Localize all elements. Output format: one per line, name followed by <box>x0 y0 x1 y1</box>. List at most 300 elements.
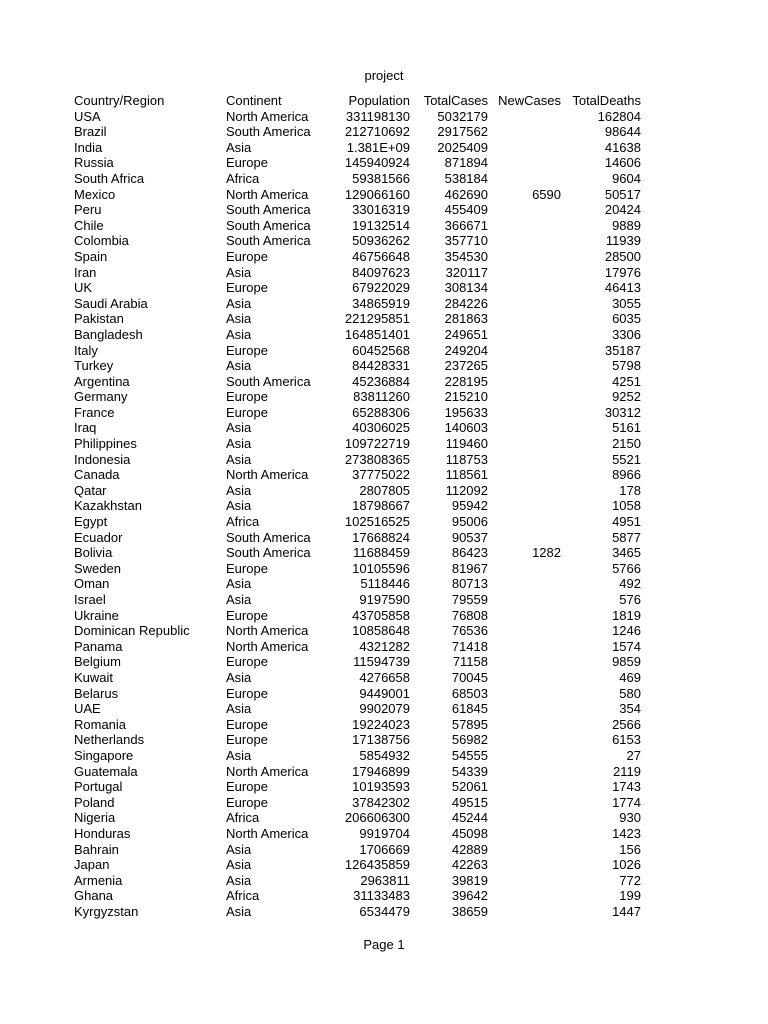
cell-total-deaths: 576 <box>619 592 641 607</box>
cell-total-cases: 118561 <box>445 467 488 483</box>
table-row <box>74 420 641 436</box>
cell-country: Romania <box>74 716 127 732</box>
cell-country: France <box>74 404 115 420</box>
cell-continent: South America <box>226 124 311 140</box>
cell-new-cases <box>488 701 561 717</box>
table-row <box>74 686 641 702</box>
cell-total-deaths: 1423 <box>612 825 641 841</box>
cell-continent: South America <box>226 202 311 218</box>
table-row <box>74 764 641 780</box>
cell-population: 1.381E+09 <box>346 139 410 155</box>
cell-total-cases: 320117 <box>445 264 488 280</box>
cell-country: Guatemala <box>74 763 138 779</box>
cell-population: 9902079 <box>359 701 410 717</box>
cell-total-deaths: 1574 <box>612 638 641 654</box>
cell-population: 4321282 <box>359 638 410 654</box>
cell-population: 31133483 <box>353 888 410 904</box>
cell-continent: Europe <box>226 280 268 296</box>
cell-new-cases: 6590 <box>532 186 561 202</box>
cell-population: 59381566 <box>352 170 410 186</box>
cell-total-cases: 45244 <box>451 810 488 826</box>
table-row <box>74 374 641 390</box>
cell-total-cases: 249204 <box>444 342 488 358</box>
cell-new-cases <box>488 857 561 873</box>
cell-total-deaths: 1743 <box>612 779 641 795</box>
cell-population: 9197590 <box>359 592 410 607</box>
cell-continent: Asia <box>226 451 252 467</box>
cell-new-cases <box>488 670 561 686</box>
cell-population: 45236884 <box>352 373 410 389</box>
cell-new-cases <box>488 686 561 702</box>
cell-country: India <box>74 139 103 155</box>
cell-population: 6534479 <box>359 903 410 919</box>
table-row <box>74 265 641 281</box>
table-row <box>74 109 641 125</box>
cell-new-cases <box>488 576 561 592</box>
cell-total-deaths: 5877 <box>612 529 641 545</box>
cell-population: 212710692 <box>344 124 410 140</box>
table-row <box>74 795 641 811</box>
cell-new-cases <box>488 904 561 920</box>
cell-continent: Europe <box>226 685 268 701</box>
cell-total-deaths: 20424 <box>604 202 641 218</box>
cell-continent: North America <box>226 825 309 841</box>
cell-total-cases: 871894 <box>444 155 488 171</box>
cell-continent: Asia <box>226 669 252 685</box>
cell-country: Turkey <box>74 358 114 374</box>
cell-total-deaths: 2119 <box>613 763 641 779</box>
cell-total-deaths: 469 <box>619 669 641 685</box>
cell-country: Nigeria <box>74 810 116 826</box>
cell-total-deaths: 1774 <box>612 794 641 810</box>
cell-new-cases <box>488 623 561 639</box>
cell-population: 46756648 <box>352 248 410 264</box>
cell-new-cases <box>488 358 561 374</box>
cell-new-cases <box>488 498 561 514</box>
cell-total-deaths: 9252 <box>612 389 641 405</box>
cell-population: 83811260 <box>353 389 410 405</box>
cell-total-cases: 357710 <box>444 233 488 249</box>
cell-population: 17946899 <box>352 763 410 779</box>
cell-total-cases: 71158 <box>452 654 488 670</box>
cell-total-deaths: 199 <box>619 888 641 904</box>
cell-country: Poland <box>74 794 115 810</box>
table-row <box>74 233 641 249</box>
column-header-country: Country/Region <box>74 93 165 108</box>
cell-continent: South America <box>226 545 311 561</box>
cell-new-cases <box>488 405 561 421</box>
cell-country: Egypt <box>74 514 108 530</box>
cell-country: Canada <box>74 467 120 483</box>
cell-country: Dominican Republic <box>74 623 190 639</box>
cell-continent: South America <box>226 529 311 545</box>
cell-total-deaths: 9889 <box>612 217 641 233</box>
cell-new-cases <box>488 202 561 218</box>
cell-new-cases <box>488 795 561 811</box>
data-table <box>74 93 641 919</box>
cell-population: 2963811 <box>360 872 410 888</box>
cell-continent: Europe <box>226 794 268 810</box>
page-number: Page 1 <box>363 937 405 952</box>
table-row <box>74 483 641 499</box>
table-row <box>74 748 641 764</box>
table-row <box>74 670 641 686</box>
table-row <box>74 311 641 327</box>
table-row <box>74 654 641 670</box>
cell-new-cases <box>488 343 561 359</box>
cell-total-cases: 249651 <box>444 326 488 342</box>
cell-total-cases: 455409 <box>444 202 488 218</box>
cell-new-cases <box>488 436 561 452</box>
cell-country: Germany <box>74 389 128 405</box>
cell-country: Colombia <box>74 233 129 249</box>
cell-country: Belarus <box>74 685 119 701</box>
table-row <box>74 779 641 795</box>
cell-total-cases: 38659 <box>451 903 488 919</box>
table-row <box>74 701 641 717</box>
table-row <box>74 140 641 156</box>
cell-population: 10858648 <box>352 623 410 639</box>
cell-country: Peru <box>74 202 102 218</box>
cell-population: 67922029 <box>352 280 410 296</box>
cell-country: Japan <box>74 857 110 873</box>
table-row <box>74 124 641 140</box>
cell-total-cases: 2917562 <box>437 124 488 140</box>
cell-total-deaths: 1026 <box>612 857 641 873</box>
cell-total-cases: 71418 <box>451 638 488 654</box>
cell-total-cases: 119460 <box>445 436 488 452</box>
cell-new-cases <box>488 374 561 390</box>
cell-country: Netherlands <box>74 732 145 748</box>
cell-continent: Europe <box>226 654 268 670</box>
cell-continent: South America <box>226 373 311 389</box>
cell-continent: North America <box>226 763 309 779</box>
cell-country: Bangladesh <box>74 326 143 342</box>
cell-country: Russia <box>74 155 114 171</box>
cell-population: 109722719 <box>344 436 410 452</box>
cell-total-deaths: 6153 <box>612 732 641 748</box>
cell-new-cases <box>488 327 561 343</box>
cell-new-cases <box>488 842 561 858</box>
cell-continent: North America <box>226 638 309 654</box>
cell-total-deaths: 354 <box>619 701 641 717</box>
cell-continent: Europe <box>226 607 268 623</box>
cell-country: Portugal <box>74 779 123 795</box>
table-row <box>74 576 641 592</box>
table-row <box>74 888 641 904</box>
cell-total-cases: 215210 <box>444 389 488 405</box>
cell-new-cases <box>488 732 561 748</box>
cell-continent: Europe <box>226 732 268 748</box>
cell-new-cases <box>488 311 561 327</box>
column-header-new-cases: NewCases <box>498 93 561 108</box>
cell-population: 37775022 <box>352 467 410 483</box>
cell-new-cases <box>488 654 561 670</box>
cell-population: 273808365 <box>344 451 410 467</box>
cell-continent: Europe <box>226 716 268 732</box>
table-row <box>74 842 641 858</box>
cell-new-cases <box>488 888 561 904</box>
cell-total-cases: 281863 <box>444 311 488 327</box>
cell-new-cases <box>488 420 561 436</box>
cell-country: Ghana <box>74 888 114 904</box>
cell-population: 11594739 <box>353 654 410 670</box>
table-row <box>74 545 641 561</box>
cell-country: UK <box>74 280 93 296</box>
table-row <box>74 467 641 483</box>
cell-population: 4276658 <box>359 669 410 685</box>
cell-total-cases: 49515 <box>451 794 488 810</box>
cell-country: Spain <box>74 248 108 264</box>
cell-total-deaths: 580 <box>619 685 641 701</box>
cell-country: Saudi Arabia <box>74 295 148 311</box>
cell-total-deaths: 14606 <box>604 155 641 171</box>
cell-continent: Africa <box>226 514 260 530</box>
cell-continent: Europe <box>226 389 268 405</box>
cell-country: Iran <box>74 264 97 280</box>
cell-new-cases <box>488 810 561 826</box>
cell-population: 18798667 <box>352 498 410 514</box>
cell-total-deaths: 1447 <box>612 903 641 919</box>
cell-total-deaths: 27 <box>626 747 641 763</box>
cell-total-deaths: 98644 <box>604 124 641 140</box>
cell-total-deaths: 28500 <box>604 248 641 264</box>
table-row <box>74 452 641 468</box>
table-row <box>74 623 641 639</box>
cell-continent: Asia <box>226 436 252 452</box>
cell-population: 1706669 <box>359 841 410 857</box>
cell-continent: North America <box>226 108 309 124</box>
cell-population: 33016319 <box>352 202 410 218</box>
cell-total-deaths: 162804 <box>597 108 641 124</box>
table-row <box>74 249 641 265</box>
cell-new-cases <box>488 124 561 140</box>
cell-country: Italy <box>74 342 98 358</box>
cell-new-cases <box>488 514 561 530</box>
cell-population: 17668824 <box>352 529 410 545</box>
cell-total-cases: 61845 <box>451 701 488 717</box>
cell-total-deaths: 5798 <box>612 358 641 374</box>
cell-total-cases: 76536 <box>451 623 488 639</box>
table-row <box>74 358 641 374</box>
cell-continent: Europe <box>226 155 268 171</box>
cell-population: 19132514 <box>352 217 410 233</box>
cell-population: 11688459 <box>353 545 410 561</box>
cell-population: 10105596 <box>352 560 410 576</box>
cell-new-cases <box>488 249 561 265</box>
cell-continent: Africa <box>226 888 260 904</box>
cell-total-cases: 52061 <box>451 779 488 795</box>
cell-population: 331198130 <box>345 108 410 124</box>
cell-new-cases <box>488 233 561 249</box>
cell-total-deaths: 156 <box>619 841 641 857</box>
cell-new-cases <box>488 608 561 624</box>
cell-total-cases: 284226 <box>444 295 488 311</box>
cell-total-cases: 39642 <box>451 888 488 904</box>
cell-total-deaths: 9859 <box>612 654 641 670</box>
cell-total-cases: 118753 <box>445 451 488 467</box>
cell-population: 206606300 <box>344 810 410 826</box>
cell-country: Chile <box>74 217 104 233</box>
cell-continent: Europe <box>226 248 268 264</box>
cell-country: Indonesia <box>74 451 131 467</box>
cell-continent: Africa <box>226 170 260 186</box>
cell-total-deaths: 3055 <box>612 295 641 311</box>
cell-total-cases: 228195 <box>444 373 488 389</box>
cell-population: 84428331 <box>352 358 410 374</box>
cell-total-cases: 538184 <box>444 170 488 186</box>
cell-total-deaths: 772 <box>619 872 641 888</box>
cell-continent: Africa <box>226 810 260 826</box>
cell-total-deaths: 2150 <box>612 436 641 452</box>
cell-new-cases <box>488 140 561 156</box>
table-row <box>74 717 641 733</box>
cell-continent: Asia <box>226 592 252 607</box>
cell-total-cases: 2025409 <box>437 139 488 155</box>
table-row <box>74 904 641 920</box>
cell-new-cases <box>488 171 561 187</box>
table-row <box>74 514 641 530</box>
cell-country: Belgium <box>74 654 121 670</box>
table-row <box>74 561 641 577</box>
table-row <box>74 389 641 405</box>
cell-country: Mexico <box>74 186 116 202</box>
cell-continent: Asia <box>226 139 252 155</box>
table-row <box>74 436 641 452</box>
cell-country: South Africa <box>74 170 145 186</box>
cell-total-deaths: 8966 <box>612 467 641 483</box>
cell-total-deaths: 35187 <box>604 342 641 358</box>
cell-population: 2807805 <box>359 482 410 498</box>
cell-total-deaths: 3465 <box>612 545 641 561</box>
cell-country: Kyrgyzstan <box>74 903 139 919</box>
cell-total-cases: 366671 <box>444 217 488 233</box>
cell-total-cases: 95942 <box>451 498 488 514</box>
cell-population: 129066160 <box>344 186 410 202</box>
cell-new-cases <box>488 639 561 655</box>
cell-country: Panama <box>74 638 123 654</box>
page-title: project <box>364 68 404 83</box>
cell-new-cases <box>488 452 561 468</box>
table-body <box>74 109 641 920</box>
cell-continent: Asia <box>226 311 252 327</box>
cell-continent: Europe <box>226 560 268 576</box>
cell-total-deaths: 41638 <box>604 139 641 155</box>
cell-total-deaths: 11939 <box>605 233 641 249</box>
cell-continent: Asia <box>226 903 252 919</box>
cell-total-deaths: 1819 <box>612 607 641 623</box>
table-row <box>74 280 641 296</box>
cell-population: 9919704 <box>359 825 410 841</box>
cell-population: 164851401 <box>344 326 410 342</box>
cell-total-deaths: 178 <box>619 482 641 498</box>
cell-new-cases <box>488 218 561 234</box>
cell-total-cases: 54555 <box>451 747 488 763</box>
cell-total-cases: 112092 <box>445 482 488 498</box>
table-row <box>74 155 641 171</box>
cell-country: Sweden <box>74 560 121 576</box>
cell-new-cases <box>488 826 561 842</box>
cell-total-cases: 90537 <box>451 529 488 545</box>
table-header-row <box>74 93 641 109</box>
cell-continent: Asia <box>226 264 252 280</box>
cell-continent: North America <box>226 623 309 639</box>
cell-total-deaths: 5161 <box>612 420 641 436</box>
table-row <box>74 187 641 203</box>
cell-continent: Asia <box>226 420 252 436</box>
cell-total-deaths: 50517 <box>604 186 641 202</box>
cell-continent: South America <box>226 233 311 249</box>
table-row <box>74 639 641 655</box>
table-row <box>74 296 641 312</box>
cell-total-cases: 462690 <box>444 186 488 202</box>
cell-continent: Europe <box>226 342 268 358</box>
cell-population: 19224023 <box>352 716 410 732</box>
cell-total-cases: 39819 <box>451 872 488 888</box>
column-header-population: Population <box>348 93 410 108</box>
cell-total-cases: 68503 <box>451 685 488 701</box>
cell-country: Oman <box>74 576 110 592</box>
cell-new-cases <box>488 296 561 312</box>
cell-continent: Asia <box>226 358 252 374</box>
cell-population: 43705858 <box>352 607 410 623</box>
cell-total-cases: 80713 <box>451 576 488 592</box>
cell-total-cases: 76808 <box>451 607 488 623</box>
cell-population: 60452568 <box>352 342 410 358</box>
cell-country: Pakistan <box>74 311 124 327</box>
cell-new-cases <box>488 748 561 764</box>
cell-continent: Asia <box>226 498 252 514</box>
cell-total-cases: 56982 <box>451 732 488 748</box>
cell-total-cases: 81967 <box>451 560 488 576</box>
cell-new-cases <box>488 873 561 889</box>
cell-total-deaths: 3306 <box>612 326 641 342</box>
cell-total-cases: 237265 <box>444 358 488 374</box>
cell-total-cases: 70045 <box>451 669 488 685</box>
cell-total-deaths: 5521 <box>612 451 641 467</box>
cell-population: 102516525 <box>344 514 410 530</box>
cell-country: Bahrain <box>74 841 119 857</box>
cell-total-cases: 45098 <box>451 825 488 841</box>
table-row <box>74 608 641 624</box>
cell-new-cases <box>488 483 561 499</box>
table-row <box>74 327 641 343</box>
cell-total-deaths: 2566 <box>612 716 641 732</box>
cell-continent: Asia <box>226 576 252 592</box>
cell-continent: Europe <box>226 779 268 795</box>
cell-new-cases <box>488 265 561 281</box>
cell-country: Argentina <box>74 373 130 389</box>
cell-continent: Asia <box>226 747 252 763</box>
table-row <box>74 732 641 748</box>
table-row <box>74 498 641 514</box>
cell-total-deaths: 30312 <box>604 404 641 420</box>
cell-continent: Asia <box>226 326 252 342</box>
cell-total-deaths: 17976 <box>604 264 641 280</box>
table-row <box>74 857 641 873</box>
cell-new-cases <box>488 389 561 405</box>
cell-continent: Asia <box>226 295 252 311</box>
cell-continent: Asia <box>226 841 252 857</box>
cell-total-cases: 57895 <box>451 716 488 732</box>
cell-total-cases: 86423 <box>451 545 488 561</box>
cell-total-deaths: 1246 <box>612 623 641 639</box>
table-row <box>74 826 641 842</box>
cell-country: Ecuador <box>74 529 123 545</box>
cell-country: UAE <box>74 701 101 717</box>
cell-new-cases <box>488 280 561 296</box>
cell-new-cases <box>488 155 561 171</box>
